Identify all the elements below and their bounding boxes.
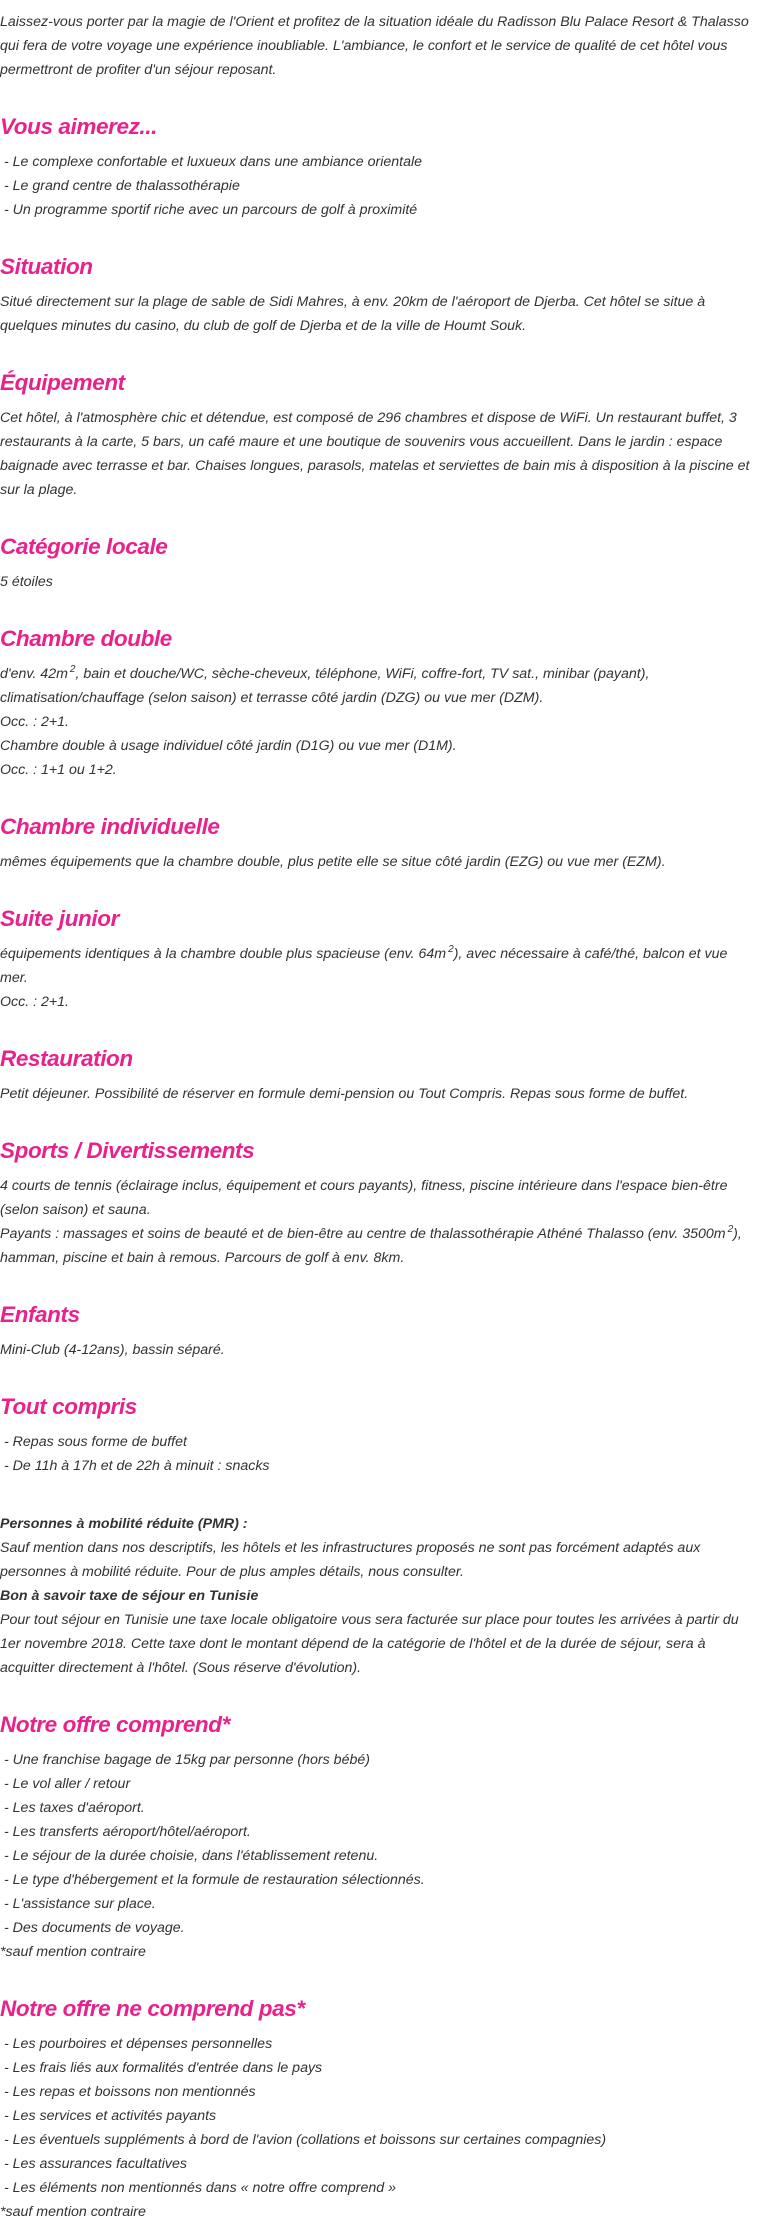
chambre-double-size: d'env. 42m xyxy=(0,666,68,682)
suite-junior-size: équipements identiques à la chambre double plus spacieuse (env. 64m xyxy=(0,946,447,962)
list-item: - Les frais liés aux formalités d'entrée dans le pays xyxy=(0,2056,758,2080)
tout-compris-section xyxy=(0,1392,758,1478)
list-item: - Les assurances facultatives xyxy=(0,2152,758,2176)
taxe-heading: Bon à savoir taxe de séjour en Tunisie xyxy=(0,1588,259,1604)
categorie-text: 5 étoiles xyxy=(0,574,53,590)
intro-text: Laissez-vous porter par la magie de l'Orient et profitez de la situation idéale du Radisson Blu Palace Resort & Thalasso qui fera de votre voyage une expérience inoubliable. L'ambiance, le confort et le service de qualité de cet hôtel vous permettront de profiter d'un séjour reposant. xyxy=(0,14,749,78)
list-item: - Le séjour de la durée choisie, dans l'établissement retenu. xyxy=(0,1844,758,1868)
situation-heading: Situation xyxy=(0,254,93,279)
list-item: - Le grand centre de thalassothérapie xyxy=(0,174,758,198)
list-item: - Les éventuels suppléments à bord de l'avion (collations et boissons sur certaines compagnies) xyxy=(0,2128,758,2152)
list-item: - Des documents de voyage. xyxy=(0,1916,758,1940)
chambre-double-single-use: Chambre double à usage individuel côté jardin (D1G) ou vue mer (D1M). xyxy=(0,738,457,754)
chambre-double-amenities: , bain et douche/WC, sèche-cheveux, téléphone, WiFi, coffre-fort, TV sat., minibar (payant), climatisation/chauffage (selon saison) et terrasse côté jardin (DZG) ou vue mer (DZM). xyxy=(0,666,650,706)
offre-ne-comprend-section xyxy=(0,1994,758,2224)
situation-section xyxy=(0,252,758,338)
list-item: - Le complexe confortable et luxueux dans une ambiance orientale xyxy=(0,150,758,174)
tout-compris-list xyxy=(0,1430,758,1478)
taxe-text: Pour tout séjour en Tunisie une taxe locale obligatoire vous sera facturée sur place pour toutes les arrivées à partir du 1er novembre 2018. Cette taxe dont le montant dépend de la catégorie de l'hôtel et de la durée de séjour, sera à acquitter directement à l'hôtel. (Sous réserve d'évolution). xyxy=(0,1612,739,1676)
list-item: - Un programme sportif riche avec un parcours de golf à proximité xyxy=(0,198,758,222)
chambre-double-single-occupancy: Occ. : 1+1 ou 1+2. xyxy=(0,762,117,778)
suite-junior-occupancy: Occ. : 2+1. xyxy=(0,994,69,1010)
sports-heading: Sports / Divertissements xyxy=(0,1138,255,1163)
equipement-heading: Équipement xyxy=(0,370,125,395)
equipement-text: Cet hôtel, à l'atmosphère chic et détendue, est composé de 296 chambres et dispose de WiFi. Un restaurant buffet, 3 restaurants à la carte, 5 bars, un café maure et une boutique de souvenirs vous accueillent. Dans le jardin : espace baignade avec terrasse et bar. Chaises longues, parasols, matelas et serviettes de bain mis à disposition à la piscine et sur la plage. xyxy=(0,410,750,498)
list-item: - Le type d'hébergement et la formule de restauration sélectionnés. xyxy=(0,1868,758,1892)
suite-junior-section xyxy=(0,904,758,1014)
sports-free-text: 4 courts de tennis (éclairage inclus, équipement et cours payants), fitness, piscine intérieure dans l'espace bien-être (selon saison) et sauna. xyxy=(0,1178,728,1218)
list-item: - L'assistance sur place. xyxy=(0,1892,758,1916)
aimerez-heading: Vous aimerez... xyxy=(0,114,157,139)
offre-comprend-list xyxy=(0,1748,758,1940)
enfants-text: Mini-Club (4-12ans), bassin séparé. xyxy=(0,1342,225,1358)
list-item: - Repas sous forme de buffet xyxy=(0,1430,758,1454)
sports-paid-a: Payants : massages et soins de beauté et de bien-être au centre de thalassothérapie Athéné Thalasso (env. 3500m xyxy=(0,1226,726,1242)
chambre-individuelle-heading: Chambre individuelle xyxy=(0,814,220,839)
suite-junior-amenities: ), avec nécessaire à café/thé, balcon et vue mer. xyxy=(0,946,728,986)
list-item: - Les éléments non mentionnés dans « notre offre comprend » xyxy=(0,2176,758,2200)
enfants-heading: Enfants xyxy=(0,1302,80,1327)
superscript: 2 xyxy=(448,944,454,955)
chambre-double-occupancy: Occ. : 2+1. xyxy=(0,714,69,730)
list-item: - Les pourboires et dépenses personnelles xyxy=(0,2032,758,2056)
restauration-section xyxy=(0,1044,758,1106)
superscript: 2 xyxy=(727,1224,734,1235)
chambre-individuelle-section xyxy=(0,812,758,874)
equipement-section xyxy=(0,368,758,502)
offre-ne-comprend-list xyxy=(0,2032,758,2200)
intro-section xyxy=(0,10,758,82)
suite-junior-heading: Suite junior xyxy=(0,906,119,931)
sports-section xyxy=(0,1136,758,1270)
tout-compris-heading: Tout compris xyxy=(0,1394,137,1419)
enfants-section xyxy=(0,1300,758,1362)
list-item: - Les services et activités payants xyxy=(0,2104,758,2128)
categorie-heading: Catégorie locale xyxy=(0,534,168,559)
sports-paid-text xyxy=(0,1222,758,1270)
sports-paid-b: ), hamman, piscine et bain à remous. Parcours de golf à env. 8km. xyxy=(0,1226,742,1266)
offre-comprend-section xyxy=(0,1710,758,1964)
pmr-text: Sauf mention dans nos descriptifs, les hôtels et les infrastructures proposés ne sont pas forcément adaptés aux personnes à mobilité réduite. Pour de plus amples détails, nous consulter. xyxy=(0,1540,701,1580)
restauration-text: Petit déjeuner. Possibilité de réserver en formule demi-pension ou Tout Compris. Repas sous forme de buffet. xyxy=(0,1086,689,1102)
categorie-section xyxy=(0,532,758,594)
suite-junior-description xyxy=(0,942,758,990)
aimerez-section xyxy=(0,112,758,222)
list-item: - Les transferts aéroport/hôtel/aéroport. xyxy=(0,1820,758,1844)
offre-comprend-heading: Notre offre comprend* xyxy=(0,1712,230,1737)
list-item: - Les repas et boissons non mentionnés xyxy=(0,2080,758,2104)
offre-ne-comprend-heading: Notre offre ne comprend pas* xyxy=(0,1996,305,2021)
list-item: - Le vol aller / retour xyxy=(0,1772,758,1796)
aimerez-list xyxy=(0,150,758,222)
restauration-heading: Restauration xyxy=(0,1046,133,1071)
list-item: - Une franchise bagage de 15kg par personne (hors bébé) xyxy=(0,1748,758,1772)
pmr-section xyxy=(0,1512,758,1680)
pmr-heading: Personnes à mobilité réduite (PMR) : xyxy=(0,1516,248,1532)
offre-comprend-note: *sauf mention contraire xyxy=(0,1944,146,1960)
superscript: 2 xyxy=(69,664,76,675)
list-item: - Les taxes d'aéroport. xyxy=(0,1796,758,1820)
offre-ne-comprend-note: *sauf mention contraire xyxy=(0,2204,146,2220)
chambre-double-description xyxy=(0,662,758,710)
chambre-double-section xyxy=(0,624,758,782)
chambre-individuelle-text: mêmes équipements que la chambre double, plus petite elle se situe côté jardin (EZG) ou vue mer (EZM). xyxy=(0,854,666,870)
situation-text: Situé directement sur la plage de sable de Sidi Mahres, à env. 20km de l'aéroport de Djerba. Cet hôtel se situe à quelques minutes du casino, du club de golf de Djerba et de la ville de Houmt Souk. xyxy=(0,294,706,334)
chambre-double-heading: Chambre double xyxy=(0,626,172,651)
list-item: - De 11h à 17h et de 22h à minuit : snacks xyxy=(0,1454,758,1478)
